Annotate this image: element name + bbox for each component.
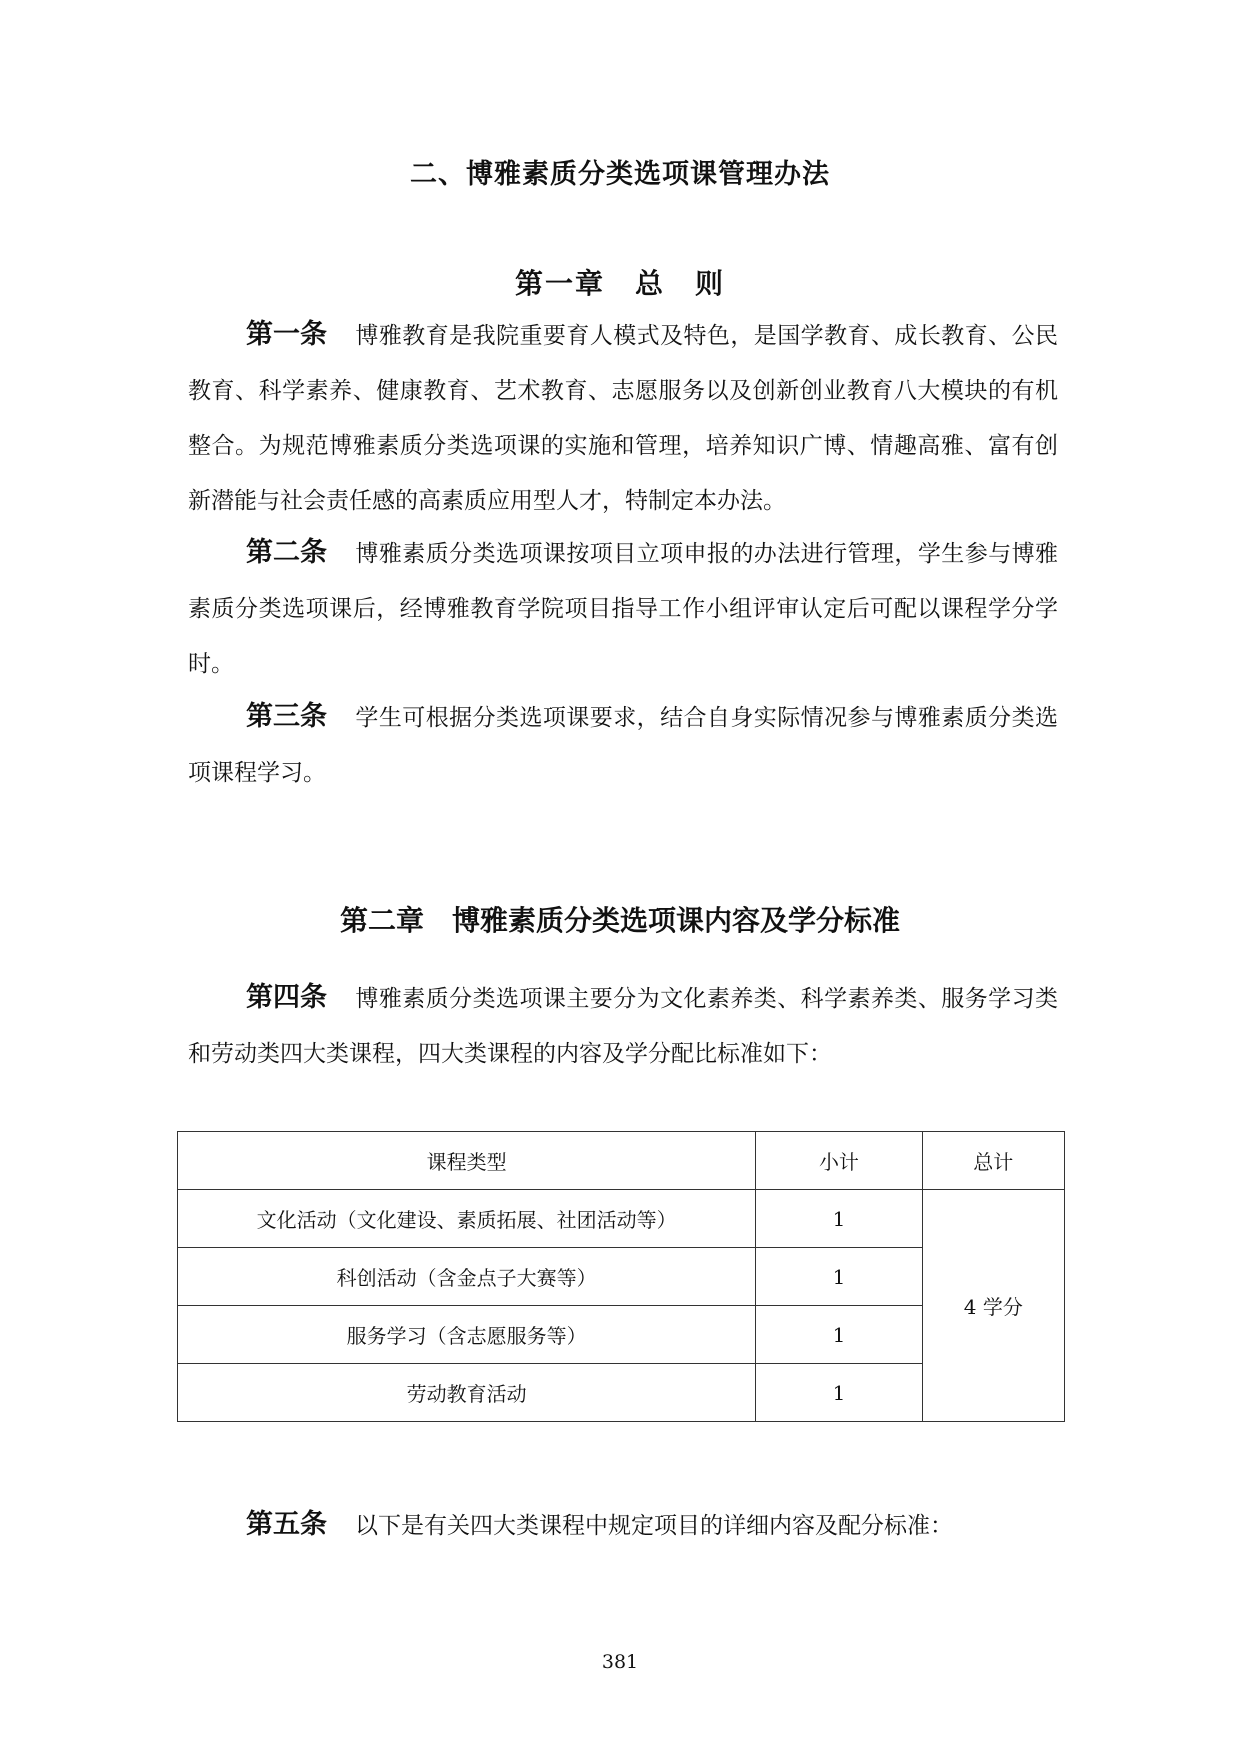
article-1 <box>188 307 1058 529</box>
table-cell-subtotal: 1 <box>756 1248 922 1306</box>
table-cell-total: 4 学分 <box>922 1190 1064 1422</box>
table-cell-course-type: 文化活动（文化建设、素质拓展、社团活动等） <box>178 1190 756 1248</box>
article-4-text: 博雅素质分类选项课主要分为文化素养类、科学素养类、服务学习类和劳动类四大类课程，四大类课程的内容及学分配比标准如下： <box>188 986 1058 1067</box>
article-2-text: 博雅素质分类选项课按项目立项申报的办法进行管理，学生参与博雅素质分类选项课后，经博雅教育学院项目指导工作小组评审认定后可配以课程学分学时。 <box>188 541 1058 677</box>
credit-standard-table <box>177 1131 1065 1422</box>
table-cell-subtotal: 1 <box>756 1364 922 1422</box>
table-cell-subtotal: 1 <box>756 1190 922 1248</box>
article-3-text: 学生可根据分类选项课要求，结合自身实际情况参与博雅素质分类选项课程学习。 <box>188 705 1058 786</box>
article-4 <box>188 970 1058 1082</box>
article-2-number: 第二条 <box>246 537 327 568</box>
table-header-course-type: 课程类型 <box>178 1132 756 1190</box>
table-cell-subtotal: 1 <box>756 1306 922 1364</box>
page-number: 381 <box>601 1651 639 1673</box>
table-cell-course-type: 科创活动（含金点子大赛等） <box>178 1248 756 1306</box>
article-4-number: 第四条 <box>246 982 327 1013</box>
article-3-number: 第三条 <box>246 701 327 732</box>
chapter-1-title: 第一章 总 则 <box>514 267 725 300</box>
document-title: 二、博雅素质分类选项课管理办法 <box>410 159 830 190</box>
table-cell-course-type: 劳动教育活动 <box>178 1364 756 1422</box>
table-header-total: 总计 <box>922 1132 1064 1190</box>
article-1-text: 博雅教育是我院重要育人模式及特色，是国学教育、成长教育、公民教育、科学素养、健康教育、艺术教育、志愿服务以及创新创业教育八大模块的有机整合。为规范博雅素质分类选项课的实施和管理，培养知识广博、情趣高雅、富有创新潜能与社会责任感的高素质应用型人才，特制定本办法。 <box>188 323 1058 514</box>
table-header-row <box>178 1132 1065 1190</box>
article-5 <box>188 1497 1058 1554</box>
article-1-number: 第一条 <box>246 319 327 350</box>
table-row <box>178 1190 1065 1248</box>
table-header-subtotal: 小计 <box>756 1132 922 1190</box>
article-2 <box>188 525 1058 692</box>
article-5-text: 以下是有关四大类课程中规定项目的详细内容及配分标准： <box>355 1513 953 1539</box>
table-cell-course-type: 服务学习（含志愿服务等） <box>178 1306 756 1364</box>
article-5-number: 第五条 <box>246 1509 327 1540</box>
chapter-2-title: 第二章 博雅素质分类选项课内容及学分标准 <box>339 904 900 937</box>
article-3 <box>188 689 1058 801</box>
